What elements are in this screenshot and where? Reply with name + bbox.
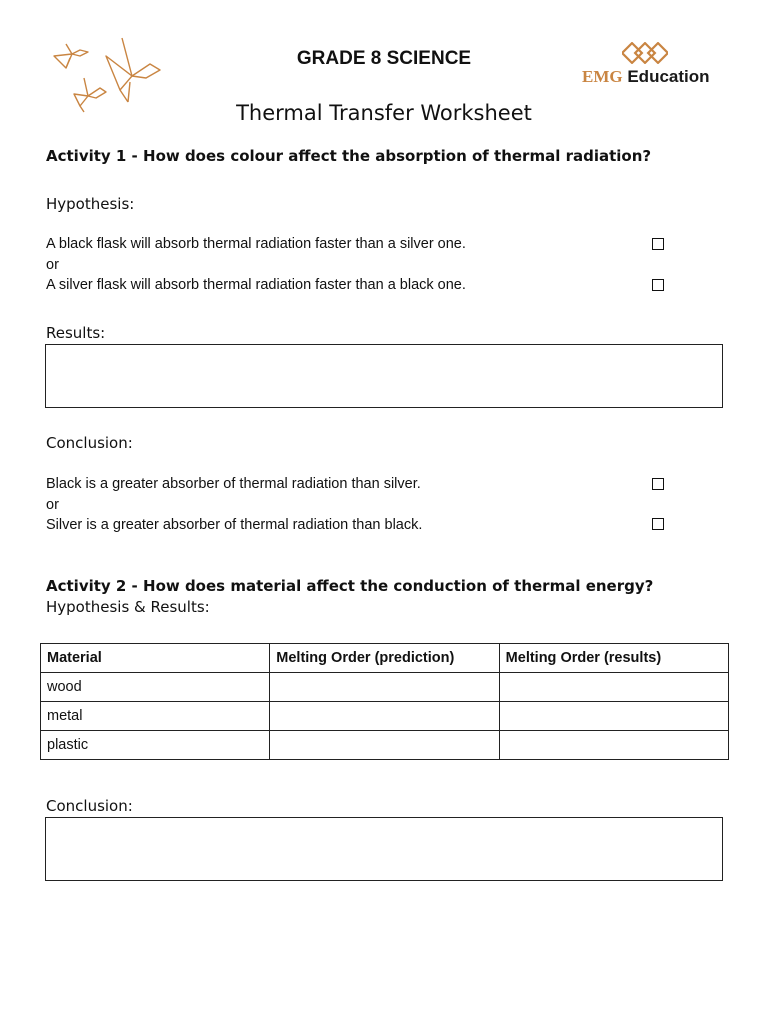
activity2-subheading: Hypothesis & Results: xyxy=(46,598,210,616)
table-row xyxy=(41,731,729,760)
table-cell-results[interactable] xyxy=(499,702,728,731)
conclusion-or: or xyxy=(46,497,59,513)
hypothesis-or: or xyxy=(46,257,59,273)
column-header-results: Melting Order (results) xyxy=(499,644,728,673)
hypothesis-option-2: A silver flask will absorb thermal radiation faster than a black one. xyxy=(46,277,466,293)
hypothesis-label: Hypothesis: xyxy=(46,195,135,213)
results-box[interactable] xyxy=(45,344,723,408)
activity2-conclusion-box[interactable] xyxy=(45,817,723,881)
table-cell-results[interactable] xyxy=(499,673,728,702)
hypothesis-checkbox-2[interactable] xyxy=(652,279,664,291)
table-header-row xyxy=(41,644,729,673)
table-cell-material: wood xyxy=(41,673,270,702)
linked-rings-icon xyxy=(622,42,668,64)
logo-suffix: Education xyxy=(627,67,710,86)
table-cell-prediction[interactable] xyxy=(270,673,499,702)
table-cell-results[interactable] xyxy=(499,731,728,760)
emg-logo xyxy=(582,40,712,90)
column-header-prediction: Melting Order (prediction) xyxy=(270,644,499,673)
activity2-conclusion-label: Conclusion: xyxy=(46,797,133,815)
page-title: Thermal Transfer Worksheet xyxy=(236,101,532,125)
activity2-heading: Activity 2 - How does material affect the conduction of thermal energy? xyxy=(46,577,654,595)
table-cell-prediction[interactable] xyxy=(270,731,499,760)
table-row xyxy=(41,702,729,731)
conclusion-option-1: Black is a greater absorber of thermal radiation than silver. xyxy=(46,476,421,492)
column-header-material: Material xyxy=(41,644,270,673)
hypothesis-option-1: A black flask will absorb thermal radiation faster than a silver one. xyxy=(46,236,466,252)
activity1-heading: Activity 1 - How does colour affect the absorption of thermal radiation? xyxy=(46,147,652,165)
conclusion-label: Conclusion: xyxy=(46,434,133,452)
hypothesis-checkbox-1[interactable] xyxy=(652,238,664,250)
conclusion-checkbox-2[interactable] xyxy=(652,518,664,530)
table-row xyxy=(41,673,729,702)
table-cell-material: plastic xyxy=(41,731,270,760)
grade-heading: GRADE 8 SCIENCE xyxy=(296,48,472,69)
results-label: Results: xyxy=(46,324,106,342)
table-cell-prediction[interactable] xyxy=(270,702,499,731)
conclusion-checkbox-1[interactable] xyxy=(652,478,664,490)
table-cell-material: metal xyxy=(41,702,270,731)
melting-order-table xyxy=(40,643,729,760)
conclusion-option-2: Silver is a greater absorber of thermal radiation than black. xyxy=(46,517,423,533)
logo-brand: EMG xyxy=(582,67,623,86)
